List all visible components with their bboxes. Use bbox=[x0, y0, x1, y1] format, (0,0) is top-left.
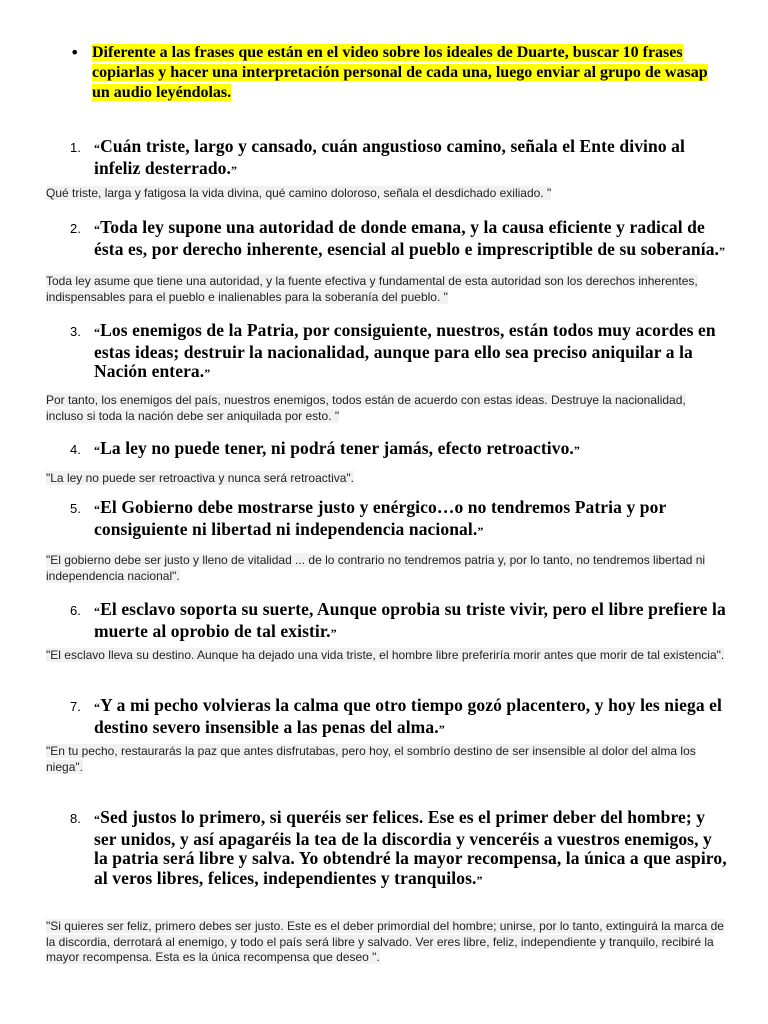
quote-text: “El Gobierno debe mostrarse justo y enérgico…o no tendremos Patria y por consiguiente ni libertad ni independencia nacional.” bbox=[94, 497, 667, 539]
interpretation-4: "La ley no puede ser retroactiva y nunca será retroactiva". bbox=[46, 471, 355, 485]
item-number: 8. bbox=[70, 811, 81, 826]
highlighted-instruction-text: Diferente a las frases que están en el video sobre los ideales de Duarte, buscar 10 frases copiarlas y hacer una interpretación personal de cada una, luego enviar al grupo de wasap un audio leyéndolas. bbox=[92, 44, 708, 101]
item-number: 4. bbox=[70, 442, 81, 457]
quote-item-2 bbox=[70, 218, 730, 261]
quote-item-5 bbox=[70, 498, 730, 541]
item-number: 3. bbox=[70, 324, 81, 339]
quote-text: “Los enemigos de la Patria, por consiguiente, nuestros, están todos muy acordes en estas ideas; destruir la nacionalidad, aunque para ello sea preciso aniquilar a la Nación entera.” bbox=[94, 320, 716, 381]
bullet: • bbox=[70, 43, 80, 62]
quote-item-4 bbox=[70, 439, 730, 461]
interpretation-7: "En tu pecho, restaurarás la paz que antes disfrutabas, pero hoy, el sombrío destino de ser insensible al dolor del alma los niega". bbox=[46, 744, 696, 774]
quote-text: “El esclavo soporta su suerte, Aunque oprobia su triste vivir, pero el libre prefiere la muerte al oprobio de tal existir.” bbox=[94, 599, 726, 641]
quote-text: “Sed justos lo primero, si queréis ser felices. Ese es el primer deber del hombre; y ser unidos, y así apagaréis la tea de la discordia y venceréis a vuestros enemigos, y la patria será libre y salva. Yo obtendré la mayor recompensa, la única a que aspiro, al veros libres, felices, independientes y tranquilos.” bbox=[94, 807, 727, 888]
quote-item-8 bbox=[70, 808, 730, 890]
quote-text: “Y a mi pecho volvieras la calma que otro tiempo gozó placentero, y hoy les niega el destino severo insensible a las penas del alma.” bbox=[94, 695, 722, 737]
quote-item-6 bbox=[70, 600, 730, 643]
interpretation-3: Por tanto, los enemigos del país, nuestros enemigos, todos están de acuerdo con estas ideas. Destruye la nacionalidad, incluso si toda la nación debe ser aniquilada por esto. " bbox=[46, 393, 686, 423]
quote-item-3 bbox=[70, 321, 730, 384]
item-number: 2. bbox=[70, 221, 81, 236]
interpretation-2: Toda ley asume que tiene una autoridad, y la fuente efectiva y fundamental de esta autoridad son los derechos inherentes, indispensables para el pueblo e inalienables para la soberanía del pueblo. " bbox=[46, 274, 698, 304]
quote-item-7 bbox=[70, 696, 730, 739]
quote-item-1 bbox=[70, 137, 730, 180]
interpretation-5: "El gobierno debe ser justo y lleno de vitalidad ... de lo contrario no tendremos patria y, por lo tanto, no tendremos libertad ni independencia nacional". bbox=[46, 553, 706, 583]
interpretation-8: "Si quieres ser feliz, primero debes ser justo. Este es el deber primordial del hombre; unirse, por lo tanto, extinguirá la marca de la discordia, derrotará al enemigo, y todo el país será libre y salvado. Ver eres libre, feliz, independiente y tranquilo, recibiré la mayor recompensa. Esta es la única recompensa que deseo ". bbox=[46, 919, 724, 964]
quote-text: “Cuán triste, largo y cansado, cuán angustioso camino, señala el Ente divino al infeliz desterrado.” bbox=[94, 136, 685, 178]
item-number: 6. bbox=[70, 603, 81, 618]
item-number: 5. bbox=[70, 501, 81, 516]
interpretation-1: Qué triste, larga y fatigosa la vida divina, qué camino doloroso, señala el desdichado exiliado. " bbox=[46, 186, 552, 200]
quote-text: “Toda ley supone una autoridad de donde emana, y la causa eficiente y radical de ésta es, por derecho inherente, esencial al pueblo e imprescriptible de su soberanía.” bbox=[94, 217, 726, 259]
item-number: 7. bbox=[70, 699, 81, 714]
interpretation-6: "El esclavo lleva su destino. Aunque ha dejado una vida triste, el hombre libre preferiría morir antes que morir de tal existencia". bbox=[46, 648, 725, 662]
item-number: 1. bbox=[70, 140, 81, 155]
quote-text: “La ley no puede tener, ni podrá tener jamás, efecto retroactivo.” bbox=[94, 438, 581, 458]
task-instruction bbox=[70, 43, 720, 103]
